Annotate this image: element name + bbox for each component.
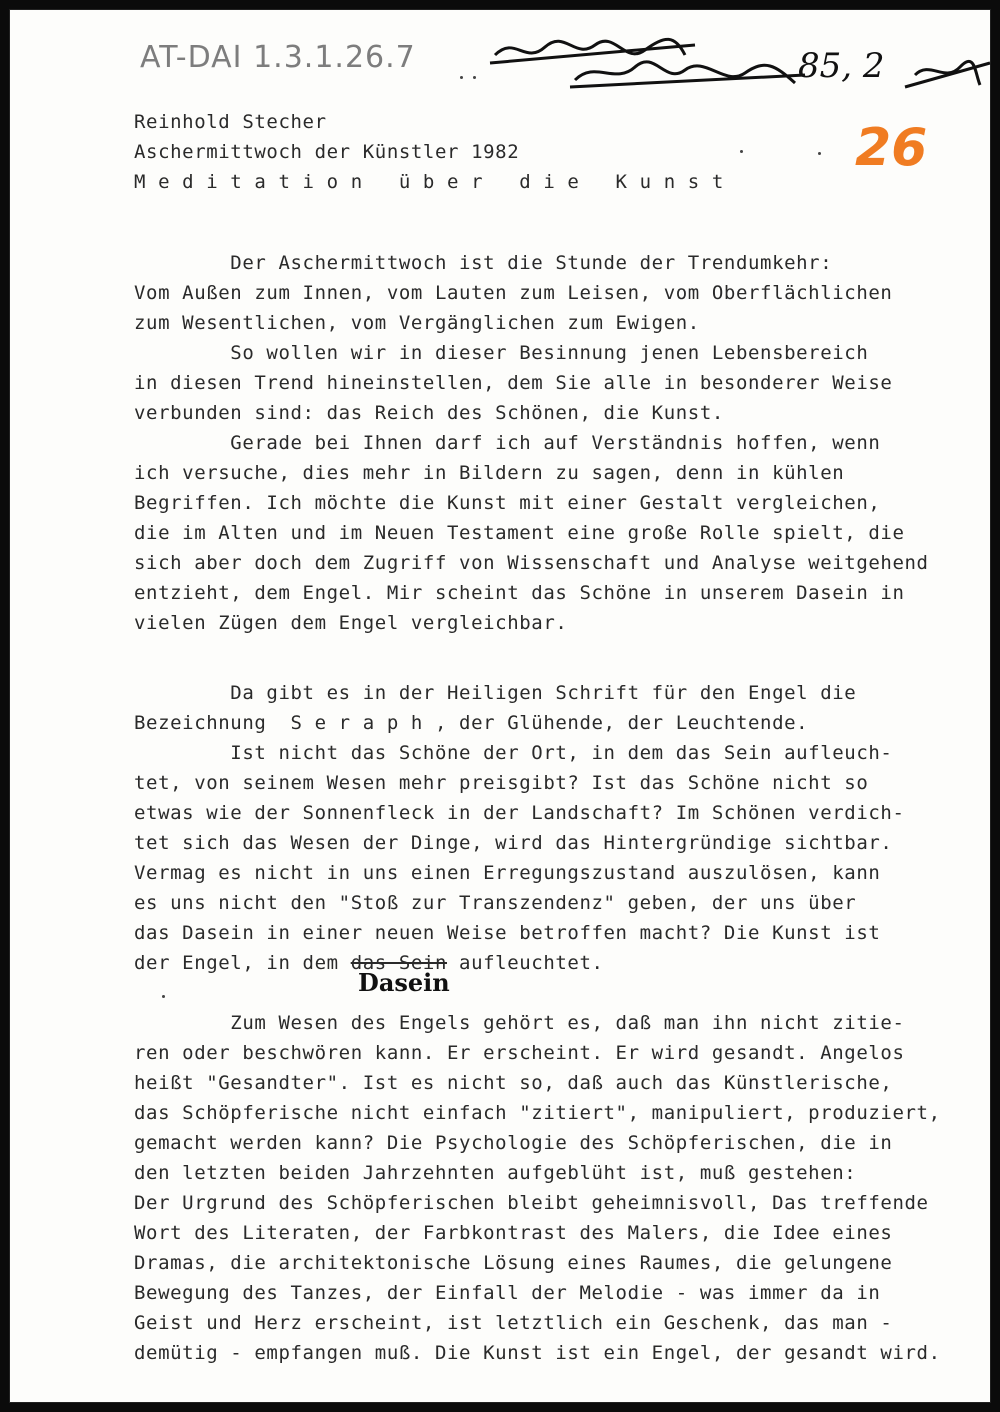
text-line: heißt "Gesandter". Ist es nicht so, daß auch das Künstlerische, bbox=[134, 1072, 893, 1094]
text-line: Der Aschermittwoch ist die Stunde der Trendumkehr: bbox=[134, 252, 833, 274]
text-line: Der Urgrund des Schöpferischen bleibt geheimnisvoll, Das treffende bbox=[134, 1192, 929, 1214]
text-line: in diesen Trend hineinstellen, dem Sie alle in besonderer Weise bbox=[134, 372, 893, 394]
text-line: zum Wesentlichen, vom Vergänglichen zum Ewigen. bbox=[134, 312, 700, 334]
text-line: tet, von seinem Wesen mehr preisgibt? Ist das Schöne nicht so bbox=[134, 772, 869, 794]
occasion-line: Aschermittwoch der Künstler 1982 bbox=[134, 141, 520, 163]
text-line: Dramas, die architektonische Lösung eines Raumes, die gelungene bbox=[134, 1252, 893, 1274]
text-line: etwas wie der Sonnenfleck in der Landschaft? Im Schönen verdich- bbox=[134, 802, 905, 824]
text-line: demütig - empfangen muß. Die Kunst ist ein Engel, der gesandt wird. bbox=[134, 1342, 941, 1364]
paragraph-2-last-line: der Engel, in dem das Sein aufleuchtet. bbox=[134, 952, 604, 974]
stray-mark bbox=[162, 995, 165, 998]
text-line: das Schöpferische nicht einfach "zitiert", manipuliert, produziert, bbox=[134, 1102, 941, 1124]
stray-mark bbox=[740, 150, 743, 153]
archive-number: AT-DAI 1.3.1.26.7 bbox=[140, 40, 416, 75]
text-line: Da gibt es in der Heiligen Schrift für den Engel die bbox=[134, 682, 857, 704]
text-line: die im Alten und im Neuen Testament eine große Rolle spielt, die bbox=[134, 522, 905, 544]
page-number: 26 bbox=[855, 118, 928, 178]
text-line: Bewegung des Tanzes, der Einfall der Melodie - was immer da in bbox=[134, 1282, 881, 1304]
text-line: Gerade bei Ihnen darf ich auf Verständnis hoffen, wenn bbox=[134, 432, 881, 454]
text-line: sich aber doch dem Zugriff von Wissenschaft und Analyse weitgehend bbox=[134, 552, 929, 574]
text-line: ren oder beschwören kann. Er erscheint. Er wird gesandt. Angelos bbox=[134, 1042, 905, 1064]
text-line: Vom Außen zum Innen, vom Lauten zum Leisen, vom Oberflächlichen bbox=[134, 282, 893, 304]
stray-mark bbox=[460, 76, 463, 79]
text-line: Wort des Literaten, der Farbkontrast des Malers, die Idee eines bbox=[134, 1222, 893, 1244]
text-line: Ist nicht das Schöne der Ort, in dem das Sein aufleuch- bbox=[134, 742, 893, 764]
top-right-note: 85, 2 bbox=[798, 46, 885, 86]
text-line: Bezeichnung S e r a p h , der Glühende, der Leuchtende. bbox=[134, 712, 809, 734]
text-line: gemacht werden kann? Die Psychologie des Schöpferischen, die in bbox=[134, 1132, 893, 1154]
author-line: Reinhold Stecher bbox=[134, 111, 327, 133]
text-line: entzieht, dem Engel. Mir scheint das Schöne in unserem Dasein in bbox=[134, 582, 905, 604]
stray-mark bbox=[473, 76, 476, 79]
stray-mark bbox=[818, 152, 821, 155]
text-line: verbunden sind: das Reich des Schönen, die Kunst. bbox=[134, 402, 724, 424]
document-page bbox=[10, 10, 990, 1402]
text-line: tet sich das Wesen der Dinge, wird das Hintergründige sichtbar. bbox=[134, 832, 893, 854]
text-line: es uns nicht den "Stoß zur Transzendenz" geben, der uns über bbox=[134, 892, 857, 914]
title-line: M e d i t a t i o n ü b e r d i e K u n s t bbox=[134, 171, 724, 193]
text-line: vielen Zügen dem Engel vergleichbar. bbox=[134, 612, 568, 634]
text-line: den letzten beiden Jahrzehnten aufgeblüht ist, muß gestehen: bbox=[134, 1162, 857, 1184]
text-line: Geist und Herz erscheint, ist letztlich ein Geschenk, das man - bbox=[134, 1312, 893, 1334]
text-line: Vermag es nicht in uns einen Erregungszustand auszulösen, kann bbox=[134, 862, 881, 884]
handwritten-correction: Dasein bbox=[358, 968, 450, 997]
struck-word: das Sein bbox=[350, 952, 448, 974]
crossed-out-note bbox=[485, 25, 1000, 100]
text-line: Begriffen. Ich möchte die Kunst mit einer Gestalt vergleichen, bbox=[134, 492, 881, 514]
text-line: ich versuche, dies mehr in Bildern zu sagen, denn in kühlen bbox=[134, 462, 845, 484]
text-line: So wollen wir in dieser Besinnung jenen Lebensbereich bbox=[134, 342, 869, 364]
text-line: das Dasein in einer neuen Weise betroffen macht? Die Kunst ist bbox=[134, 922, 881, 944]
text-line: Zum Wesen des Engels gehört es, daß man ihn nicht zitie- bbox=[134, 1012, 905, 1034]
